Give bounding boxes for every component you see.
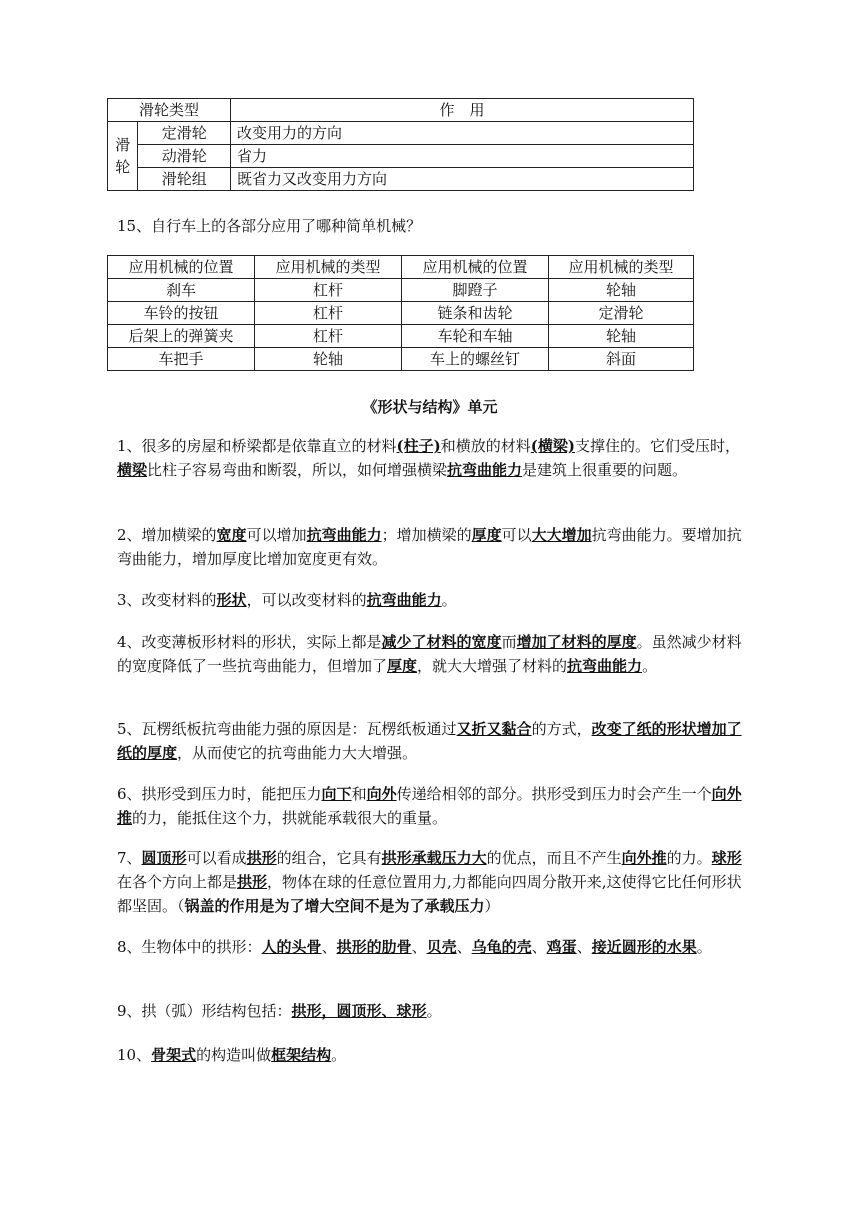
table-header-cell: 应用机械的类型 <box>549 256 694 279</box>
item-text: 、 <box>576 938 592 956</box>
table-cell: 杠杆 <box>255 302 402 325</box>
table-row <box>108 168 694 191</box>
table-row <box>108 99 694 122</box>
table-cell: 斜面 <box>549 348 694 371</box>
pulley-table <box>107 98 694 191</box>
table-cell: 车轮和车轴 <box>402 325 549 348</box>
item-text: 可以看成 <box>186 849 247 867</box>
knowledge-item <box>117 846 745 918</box>
key-term: 抗弯曲能力 <box>366 591 442 609</box>
key-term: 厚度 <box>387 657 418 675</box>
item-text: 3、改变材料的 <box>117 591 217 609</box>
key-term: 改变了纸的形状增加了纸的厚度 <box>117 720 742 762</box>
key-term: 抗弯曲能力 <box>567 657 643 675</box>
item-text: 8、生物体中的拱形： <box>117 938 262 956</box>
table-row <box>108 279 694 302</box>
table-cell: 定滑轮 <box>138 122 231 145</box>
item-text: 比柱子容易弯曲和断裂，所以，如何增强横梁 <box>147 461 448 479</box>
table-header-cell: 应用机械的位置 <box>402 256 549 279</box>
item-text: 4、改变薄板形材料的形状，实际上都是 <box>117 633 382 651</box>
item-text: 6、拱形受到压力时，能把压力 <box>117 785 322 803</box>
item-text: 、 <box>456 938 472 956</box>
key-term: 抗弯曲能力 <box>447 461 523 479</box>
item-text: 。 <box>426 1002 442 1020</box>
key-term: 抗弯曲能力 <box>306 526 382 544</box>
item-text: ） <box>484 897 500 915</box>
table-header-cell: 滑轮类型 <box>108 99 231 122</box>
key-term: 拱形，圆顶形、球形 <box>291 1002 427 1020</box>
key-term: 横梁 <box>117 461 148 479</box>
item-text: 。 <box>331 1046 347 1064</box>
item-text: 的构造叫做 <box>196 1046 272 1064</box>
key-term: 增加了材料的厚度 <box>516 633 637 651</box>
item-text: 、 <box>411 938 427 956</box>
key-term: 拱形 <box>246 849 277 867</box>
item-text: 、 <box>321 938 337 956</box>
key-term: 拱形的肋骨 <box>336 938 412 956</box>
table-cell: 既省力又改变用力方向 <box>231 168 694 191</box>
item-text: 的力。 <box>666 849 712 867</box>
table-cell: 杠杆 <box>255 279 402 302</box>
key-term: 拱形承载压力大 <box>381 849 487 867</box>
key-term: 球形 <box>711 849 742 867</box>
table-cell: 省力 <box>231 145 694 168</box>
item-text: 。 <box>696 938 712 956</box>
table-row <box>108 325 694 348</box>
item-text: 。虽然减少材料的宽度降低了一些抗弯曲能力，但增加了 <box>117 633 742 675</box>
item-text: ，就大大增强了材料的 <box>417 657 568 675</box>
unit-title: 《形状与结构》单元 <box>362 398 498 416</box>
key-term: 大大增加 <box>531 526 592 544</box>
knowledge-item <box>117 935 745 959</box>
key-term: 骨架式 <box>151 1046 197 1064</box>
item-text: 抗弯曲能力。要增加抗弯曲能力，增加厚度比增加宽度更有效。 <box>117 526 742 568</box>
item-text: 10、 <box>117 1046 152 1064</box>
table-cell: 车铃的按钮 <box>108 302 255 325</box>
item-text: 支撑住的。它们受压时， <box>574 437 740 455</box>
item-text: 的优点，而且不产生 <box>486 849 622 867</box>
item-text: 是建筑上很重要的问题。 <box>522 461 688 479</box>
item-text: 9、拱（弧）形结构包括： <box>117 1002 292 1020</box>
table-cell: 动滑轮 <box>138 145 231 168</box>
table-cell: 车上的螺丝钉 <box>402 348 549 371</box>
key-term: 向外推 <box>621 849 667 867</box>
knowledge-item <box>117 588 745 612</box>
item-text: 和 <box>351 785 367 803</box>
item-text: 1、很多的房屋和桥梁都是依靠直立的材料 <box>117 437 397 455</box>
item-text: 5、瓦楞纸板抗弯曲能力强的原因是：瓦楞纸板通过 <box>117 720 457 738</box>
key-term: 乌龟的壳 <box>471 938 532 956</box>
item-text: 的方式， <box>531 720 592 738</box>
table-cell: 车把手 <box>108 348 255 371</box>
table-cell: 轮轴 <box>549 279 694 302</box>
bold-note: 锅盖的作用是为了增大空间不是为了承载压力 <box>184 897 485 915</box>
item-text: 的力，能抵住这个力，拱就能承载很大的重量。 <box>132 809 448 827</box>
key-term: 减少了材料的宽度 <box>381 633 502 651</box>
item-text: ，物体在球的任意位置用力,力都能向四周分散开来,这使得它比任何形状都坚固。（ <box>117 873 742 915</box>
key-term: 又折又黏合 <box>456 720 532 738</box>
key-term: 贝壳 <box>426 938 457 956</box>
table-cell: 刹车 <box>108 279 255 302</box>
table-cell: 轮轴 <box>255 348 402 371</box>
item-text: 可以 <box>501 526 532 544</box>
pulley-group-label: 滑轮 <box>108 122 138 191</box>
table-row <box>108 302 694 325</box>
key-term: 圆顶形 <box>141 849 187 867</box>
table-header-cell: 应用机械的类型 <box>255 256 402 279</box>
table-header-cell: 作 用 <box>231 99 694 122</box>
item-text: 7、 <box>117 849 142 867</box>
item-text: ，从而使它的抗弯曲能力大大增强。 <box>177 744 418 762</box>
item-text: 传递给相邻的部分。拱形受到压力时会产生一个 <box>396 785 712 803</box>
key-term: 向外 <box>366 785 397 803</box>
table-cell: 后架上的弹簧夹 <box>108 325 255 348</box>
item-text: 的组合，它具有 <box>276 849 382 867</box>
item-text: 而 <box>501 633 517 651</box>
item-text: 。 <box>441 591 457 609</box>
table-row <box>108 348 694 371</box>
knowledge-item <box>117 782 745 830</box>
item-text: 和横放的材料 <box>440 437 531 455</box>
knowledge-item <box>117 717 745 765</box>
key-term: 宽度 <box>216 526 247 544</box>
table-cell: 脚蹬子 <box>402 279 549 302</box>
table-cell: 改变用力的方向 <box>231 122 694 145</box>
key-term: 向外推 <box>117 785 742 827</box>
item-text: 、 <box>531 938 547 956</box>
key-term: 人的头骨 <box>261 938 322 956</box>
bike-table <box>107 255 694 371</box>
key-term: 向下 <box>321 785 352 803</box>
key-term: 框架结构 <box>271 1046 332 1064</box>
knowledge-item <box>117 523 745 571</box>
table-row <box>108 145 694 168</box>
key-term: (柱子) <box>396 437 441 455</box>
item-text: 。 <box>642 657 658 675</box>
item-text: ；增加横梁的 <box>381 526 472 544</box>
knowledge-item <box>117 1043 745 1067</box>
table-cell: 轮轴 <box>549 325 694 348</box>
table-row <box>108 122 694 145</box>
question-15: 15、自行车上的各部分应用了哪种简单机械？ <box>117 217 422 235</box>
knowledge-item <box>117 630 745 678</box>
table-cell: 滑轮组 <box>138 168 231 191</box>
table-cell: 杠杆 <box>255 325 402 348</box>
table-row <box>108 256 694 279</box>
key-term: (横梁) <box>530 437 575 455</box>
key-term: 鸡蛋 <box>546 938 577 956</box>
item-text: 2、增加横梁的 <box>117 526 217 544</box>
key-term: 形状 <box>216 591 247 609</box>
knowledge-item <box>117 434 745 482</box>
item-text: ，可以改变材料的 <box>246 591 367 609</box>
key-term: 接近圆形的水果 <box>591 938 697 956</box>
table-cell: 定滑轮 <box>549 302 694 325</box>
key-term: 拱形 <box>237 873 268 891</box>
item-text: 在各个方向上都是 <box>117 873 238 891</box>
knowledge-item <box>117 999 745 1023</box>
key-term: 厚度 <box>471 526 502 544</box>
item-text: 可以增加 <box>246 526 307 544</box>
table-header-cell: 应用机械的位置 <box>108 256 255 279</box>
table-cell: 链条和齿轮 <box>402 302 549 325</box>
